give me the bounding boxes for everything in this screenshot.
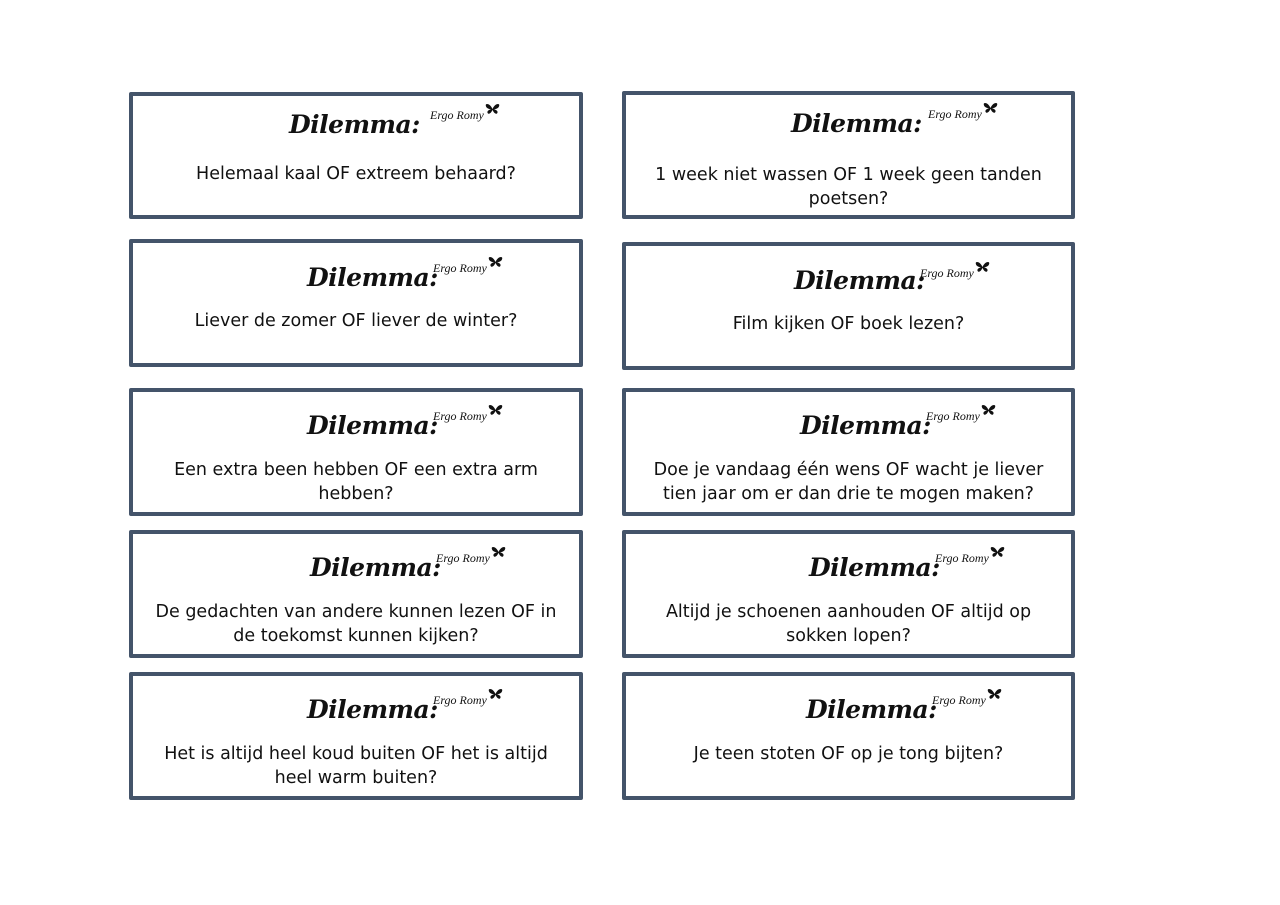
- card-heading: Dilemma:: [307, 695, 438, 724]
- dilemma-question: Je teen stoten OF op je tong bijten?: [693, 744, 1004, 764]
- brand-label: Ergo Romy: [430, 108, 484, 122]
- dilemma-question: Helemaal kaal OF extreem behaard?: [196, 164, 516, 184]
- dilemma-card: [622, 91, 1075, 219]
- dilemma-card: [129, 239, 583, 367]
- card-header: [133, 546, 579, 582]
- dilemma-question: Het is altijd heel koud buiten OF het is altijd heel warm buiten?: [164, 744, 548, 788]
- dilemma-question: Altijd je schoenen aanhouden OF altijd op sokken lopen?: [665, 602, 1032, 646]
- dilemma-card: [622, 388, 1075, 516]
- brand-label: Ergo Romy: [928, 107, 982, 121]
- dilemma-card: [622, 530, 1075, 658]
- brand-label: Ergo Romy: [935, 551, 989, 565]
- card-header: [626, 404, 1071, 440]
- card-heading: Dilemma:: [806, 695, 937, 724]
- butterfly-icon: [488, 404, 503, 416]
- brand-mark: [433, 261, 503, 276]
- brand-label: Ergo Romy: [436, 551, 490, 565]
- brand-mark: [932, 693, 1002, 708]
- card-header: [626, 258, 1071, 295]
- brand-label: Ergo Romy: [433, 261, 487, 275]
- brand-mark: [430, 108, 500, 123]
- card-heading: Dilemma:: [800, 411, 931, 440]
- brand-mark: [935, 551, 1005, 566]
- butterfly-icon: [488, 256, 503, 268]
- card-heading: Dilemma:: [794, 266, 925, 295]
- butterfly-icon: [975, 261, 990, 273]
- card-header: [133, 404, 579, 440]
- card-header: [626, 688, 1071, 724]
- dilemma-question: Film kijken OF boek lezen?: [732, 314, 965, 334]
- butterfly-icon: [987, 688, 1002, 700]
- dilemma-card: [622, 242, 1075, 370]
- dilemma-question: Doe je vandaag één wens OF wacht je liever tien jaar om er dan drie te mogen maken?: [653, 460, 1044, 504]
- brand-label: Ergo Romy: [433, 409, 487, 423]
- card-heading: Dilemma:: [809, 553, 940, 582]
- card-header: [626, 546, 1071, 582]
- dilemma-question: Een extra been hebben OF een extra arm hebben?: [174, 460, 538, 504]
- dilemma-card: [129, 388, 583, 516]
- brand-mark: [920, 266, 990, 281]
- dilemma-card: [622, 672, 1075, 800]
- card-header: [133, 108, 579, 140]
- card-header: [133, 255, 579, 292]
- dilemma-question: 1 week niet wassen OF 1 week geen tanden poetsen?: [655, 165, 1042, 209]
- brand-mark: [433, 693, 503, 708]
- card-heading: Dilemma:: [307, 411, 438, 440]
- brand-label: Ergo Romy: [926, 409, 980, 423]
- card-heading: Dilemma:: [791, 109, 922, 138]
- dilemma-card: [129, 530, 583, 658]
- butterfly-icon: [491, 546, 506, 558]
- brand-mark: [433, 409, 503, 424]
- card-heading: Dilemma:: [307, 263, 438, 292]
- butterfly-icon: [983, 102, 998, 114]
- brand-mark: [926, 409, 996, 424]
- card-heading: Dilemma:: [310, 553, 441, 582]
- card-header: [626, 107, 1071, 139]
- dilemma-question: Liever de zomer OF liever de winter?: [194, 311, 518, 331]
- butterfly-icon: [990, 546, 1005, 558]
- card-header: [133, 688, 579, 724]
- butterfly-icon: [485, 103, 500, 115]
- dilemma-question: De gedachten van andere kunnen lezen OF in de toekomst kunnen kijken?: [155, 602, 557, 646]
- card-heading: Dilemma:: [289, 110, 420, 139]
- butterfly-icon: [488, 688, 503, 700]
- butterfly-icon: [981, 404, 996, 416]
- brand-label: Ergo Romy: [920, 266, 974, 280]
- dilemma-card: [129, 92, 583, 219]
- brand-label: Ergo Romy: [433, 693, 487, 707]
- dilemma-card: [129, 672, 583, 800]
- brand-label: Ergo Romy: [932, 693, 986, 707]
- brand-mark: [436, 551, 506, 566]
- brand-mark: [928, 107, 998, 122]
